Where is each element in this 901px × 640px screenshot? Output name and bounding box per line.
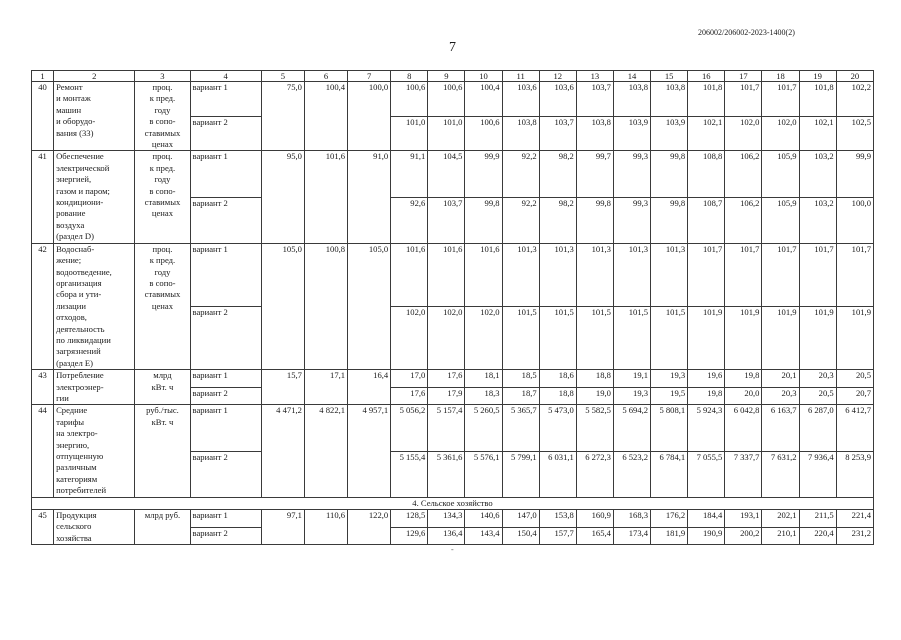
table-row xyxy=(32,151,874,197)
variant2-value: 19,5 xyxy=(651,387,688,405)
unit-of-measure xyxy=(135,405,190,497)
variant2-value: 103,7 xyxy=(539,116,576,151)
variant1-value: 160,9 xyxy=(576,510,613,528)
variant1-value: 101,6 xyxy=(391,243,428,306)
column-number-header: 6 xyxy=(304,71,347,82)
unit-line: кВт. ч xyxy=(151,381,174,392)
indicator-line: гии xyxy=(56,392,69,403)
variant-label: вариант 1 xyxy=(190,82,261,117)
column-number-header: 18 xyxy=(762,71,799,82)
indicator-name xyxy=(54,405,135,497)
table-row xyxy=(32,510,874,528)
variant-label: вариант 1 xyxy=(190,370,261,388)
variant1-value: 5 157,4 xyxy=(428,405,465,451)
variant-label: вариант 2 xyxy=(190,451,261,497)
column-number-header: 3 xyxy=(135,71,190,82)
base-year-value: 15,7 xyxy=(261,370,304,405)
variant2-value: 173,4 xyxy=(613,527,650,545)
variant2-value: 100,0 xyxy=(836,197,873,243)
indicator-name xyxy=(54,510,135,545)
variant2-value: 101,5 xyxy=(576,306,613,369)
column-number-header: 20 xyxy=(836,71,873,82)
base-year-value: 122,0 xyxy=(348,510,391,545)
indicator-line: Ремонт xyxy=(56,82,83,92)
variant1-value: 103,8 xyxy=(651,82,688,117)
variant1-value: 211,5 xyxy=(799,510,836,528)
variant2-value: 19,3 xyxy=(613,387,650,405)
variant1-value: 101,8 xyxy=(688,82,725,117)
indicator-line: сельского xyxy=(56,521,92,532)
indicator-line: тарифы xyxy=(56,416,84,427)
variant2-value: 102,1 xyxy=(799,116,836,151)
variant2-value: 103,8 xyxy=(502,116,539,151)
column-number-header: 10 xyxy=(465,71,502,82)
variant1-value: 202,1 xyxy=(762,510,799,528)
variant1-value: 101,7 xyxy=(725,243,762,306)
variant1-value: 103,7 xyxy=(576,82,613,117)
row-number: 42 xyxy=(32,243,54,369)
unit-line: году xyxy=(154,174,171,185)
column-number-header: 9 xyxy=(428,71,465,82)
variant2-value: 101,9 xyxy=(762,306,799,369)
variant-label: вариант 1 xyxy=(190,405,261,451)
variant2-value: 101,9 xyxy=(725,306,762,369)
variant2-value: 20,7 xyxy=(836,387,873,405)
indicator-name xyxy=(54,370,135,405)
variant1-value: 19,6 xyxy=(688,370,725,388)
column-number-header: 15 xyxy=(651,71,688,82)
indicator-line: энергию, xyxy=(56,439,90,450)
variant2-value: 100,6 xyxy=(465,116,502,151)
unit-line: году xyxy=(154,104,171,115)
variant1-value: 101,6 xyxy=(428,243,465,306)
base-year-value: 105,0 xyxy=(261,243,304,369)
variant2-value: 136,4 xyxy=(428,527,465,545)
row-number: 40 xyxy=(32,82,54,151)
unit-line: проц. xyxy=(152,82,173,92)
variant1-value: 5 365,7 xyxy=(502,405,539,451)
variant1-value: 92,2 xyxy=(502,151,539,197)
base-year-value: 4 957,1 xyxy=(348,405,391,497)
indicator-line: Продукция xyxy=(56,510,97,521)
variant1-value: 103,6 xyxy=(539,82,576,117)
indicator-line: энергией, xyxy=(56,174,92,185)
variant1-value: 108,8 xyxy=(688,151,725,197)
indicator-line: вания (33) xyxy=(56,127,94,138)
variant1-value: 99,3 xyxy=(613,151,650,197)
unit-line: в сопо- xyxy=(149,116,176,127)
variant1-value: 99,8 xyxy=(651,151,688,197)
base-year-value: 100,8 xyxy=(304,243,347,369)
unit-line: руб./тыс. xyxy=(146,405,179,416)
variant2-value: 101,5 xyxy=(502,306,539,369)
column-number-header: 13 xyxy=(576,71,613,82)
column-number-header: 2 xyxy=(54,71,135,82)
variant2-value: 6 784,1 xyxy=(651,451,688,497)
variant2-value: 103,9 xyxy=(651,116,688,151)
variant2-value: 20,0 xyxy=(725,387,762,405)
variant1-value: 168,3 xyxy=(613,510,650,528)
variant2-value: 101,0 xyxy=(428,116,465,151)
variant2-value: 92,2 xyxy=(502,197,539,243)
variant2-value: 17,6 xyxy=(391,387,428,405)
variant2-value: 231,2 xyxy=(836,527,873,545)
variant2-value: 143,4 xyxy=(465,527,502,545)
variant-label: вариант 2 xyxy=(190,306,261,369)
indicator-name xyxy=(54,243,135,369)
variant2-value: 99,8 xyxy=(576,197,613,243)
unit-of-measure xyxy=(135,82,190,151)
indicator-name xyxy=(54,151,135,243)
variant1-value: 103,8 xyxy=(613,82,650,117)
indicator-line: кондициони- xyxy=(56,197,104,208)
indicator-line: Водоснаб- xyxy=(56,243,95,254)
indicator-line: Обеспечение xyxy=(56,151,104,162)
variant2-value: 210,1 xyxy=(762,527,799,545)
indicator-line: на электро- xyxy=(56,428,98,439)
variant1-value: 221,4 xyxy=(836,510,873,528)
unit-of-measure xyxy=(135,243,190,369)
base-year-value: 16,4 xyxy=(348,370,391,405)
variant2-value: 99,8 xyxy=(465,197,502,243)
variant1-value: 101,7 xyxy=(725,82,762,117)
variant1-value: 6 163,7 xyxy=(762,405,799,451)
unit-line: ценах xyxy=(151,139,174,150)
variant1-value: 100,4 xyxy=(465,82,502,117)
variant1-value: 101,3 xyxy=(502,243,539,306)
indicator-line: рование xyxy=(56,208,86,219)
variant2-value: 102,5 xyxy=(836,116,873,151)
unit-of-measure xyxy=(135,370,190,405)
indicator-line: хозяйства xyxy=(56,532,92,543)
base-year-value: 100,0 xyxy=(348,82,391,151)
variant1-value: 176,2 xyxy=(651,510,688,528)
variant2-value: 101,9 xyxy=(836,306,873,369)
indicator-line: деятельность xyxy=(56,323,105,334)
indicator-line: лизации xyxy=(56,300,86,311)
variant2-value: 6 523,2 xyxy=(613,451,650,497)
indicator-line: машин xyxy=(56,104,82,115)
variant1-value: 101,8 xyxy=(799,82,836,117)
table-row xyxy=(32,82,874,117)
indicator-line: различным xyxy=(56,462,97,473)
variant2-value: 220,4 xyxy=(799,527,836,545)
table-row xyxy=(32,370,874,388)
variant2-value: 108,7 xyxy=(688,197,725,243)
variant2-value: 101,9 xyxy=(799,306,836,369)
variant2-value: 103,7 xyxy=(428,197,465,243)
variant2-value: 101,9 xyxy=(688,306,725,369)
variant2-value: 190,9 xyxy=(688,527,725,545)
document-id: 206002/206002-2023-1400(2) xyxy=(698,28,795,37)
variant1-value: 18,1 xyxy=(465,370,502,388)
variant2-value: 106,2 xyxy=(725,197,762,243)
base-year-value: 17,1 xyxy=(304,370,347,405)
variant2-value: 103,2 xyxy=(799,197,836,243)
variant-label: вариант 1 xyxy=(190,243,261,306)
section-row xyxy=(32,497,874,509)
variant2-value: 7 631,2 xyxy=(762,451,799,497)
variant1-value: 106,2 xyxy=(725,151,762,197)
unit-line: к пред. xyxy=(149,162,176,173)
variant2-value: 157,7 xyxy=(539,527,576,545)
indicator-line: (раздел E) xyxy=(56,357,94,368)
unit-line: в сопо- xyxy=(149,185,176,196)
variant1-value: 20,3 xyxy=(799,370,836,388)
variant1-value: 19,1 xyxy=(613,370,650,388)
indicator-line: воздуха xyxy=(56,219,85,230)
indicator-line: (раздел D) xyxy=(56,231,94,242)
table-body xyxy=(32,71,874,545)
variant1-value: 91,1 xyxy=(391,151,428,197)
variant2-value: 17,9 xyxy=(428,387,465,405)
indicator-line: электрической xyxy=(56,162,110,173)
variant2-value: 18,3 xyxy=(465,387,502,405)
variant1-value: 101,3 xyxy=(576,243,613,306)
variant2-value: 129,6 xyxy=(391,527,428,545)
indicator-line: потребителей xyxy=(56,485,107,496)
variant2-value: 5 799,1 xyxy=(502,451,539,497)
variant2-value: 5 576,1 xyxy=(465,451,502,497)
indicator-line: жение; xyxy=(56,255,82,266)
base-year-value: 75,0 xyxy=(261,82,304,151)
indicator-line: сбора и ути- xyxy=(56,289,102,300)
indicator-line: и оборудо- xyxy=(56,116,96,127)
unit-line: к пред. xyxy=(149,93,176,104)
column-number-header: 4 xyxy=(190,71,261,82)
variant1-value: 153,8 xyxy=(539,510,576,528)
variant1-value: 101,7 xyxy=(799,243,836,306)
variant1-value: 103,6 xyxy=(502,82,539,117)
variant2-value: 6 272,3 xyxy=(576,451,613,497)
variant1-value: 101,3 xyxy=(539,243,576,306)
row-number: 41 xyxy=(32,151,54,243)
unit-line: кВт. ч xyxy=(151,416,174,427)
variant2-value: 99,8 xyxy=(651,197,688,243)
base-year-value: 100,4 xyxy=(304,82,347,151)
variant2-value: 92,6 xyxy=(391,197,428,243)
variant2-value: 18,8 xyxy=(539,387,576,405)
variant2-value: 8 253,9 xyxy=(836,451,873,497)
variant2-value: 18,7 xyxy=(502,387,539,405)
row-number: 43 xyxy=(32,370,54,405)
variant2-value: 150,4 xyxy=(502,527,539,545)
variant1-value: 5 582,5 xyxy=(576,405,613,451)
variant1-value: 193,1 xyxy=(725,510,762,528)
indicator-line: Средние xyxy=(56,405,88,416)
row-number: 44 xyxy=(32,405,54,497)
variant2-value: 102,0 xyxy=(762,116,799,151)
variant1-value: 20,1 xyxy=(762,370,799,388)
variant1-value: 101,3 xyxy=(651,243,688,306)
indicator-line: Потребление xyxy=(56,370,104,381)
variant1-value: 18,6 xyxy=(539,370,576,388)
variant1-value: 20,5 xyxy=(836,370,873,388)
variant1-value: 5 808,1 xyxy=(651,405,688,451)
column-number-header: 1 xyxy=(32,71,54,82)
variant2-value: 101,5 xyxy=(613,306,650,369)
indicator-name xyxy=(54,82,135,151)
variant1-value: 5 260,5 xyxy=(465,405,502,451)
variant1-value: 101,3 xyxy=(613,243,650,306)
indicator-line: и монтаж xyxy=(56,93,91,104)
variant2-value: 102,0 xyxy=(428,306,465,369)
variant2-value: 101,5 xyxy=(651,306,688,369)
unit-line: году xyxy=(154,266,171,277)
variant1-value: 147,0 xyxy=(502,510,539,528)
variant1-value: 5 473,0 xyxy=(539,405,576,451)
variant1-value: 6 287,0 xyxy=(799,405,836,451)
column-number-header: 19 xyxy=(799,71,836,82)
variant1-value: 6 042,8 xyxy=(725,405,762,451)
column-number-header: 5 xyxy=(261,71,304,82)
column-number-header: 7 xyxy=(348,71,391,82)
indicator-line: газом и паром; xyxy=(56,185,110,196)
unit-line: млрд xyxy=(153,370,172,381)
variant2-value: 200,2 xyxy=(725,527,762,545)
variant-label: вариант 2 xyxy=(190,387,261,405)
column-number-header: 12 xyxy=(539,71,576,82)
variant1-value: 17,6 xyxy=(428,370,465,388)
column-number-header: 16 xyxy=(688,71,725,82)
row-number: 45 xyxy=(32,510,54,545)
forecast-table xyxy=(31,70,874,545)
variant1-value: 140,6 xyxy=(465,510,502,528)
footer-mark: - xyxy=(451,545,454,554)
variant1-value: 19,8 xyxy=(725,370,762,388)
variant1-value: 105,9 xyxy=(762,151,799,197)
variant2-value: 105,9 xyxy=(762,197,799,243)
base-year-value: 105,0 xyxy=(348,243,391,369)
variant1-value: 18,8 xyxy=(576,370,613,388)
column-number-header: 17 xyxy=(725,71,762,82)
variant2-value: 19,0 xyxy=(576,387,613,405)
base-year-value: 101,6 xyxy=(304,151,347,243)
variant2-value: 7 337,7 xyxy=(725,451,762,497)
column-number-header: 8 xyxy=(391,71,428,82)
variant1-value: 101,7 xyxy=(688,243,725,306)
variant1-value: 102,2 xyxy=(836,82,873,117)
variant2-value: 20,5 xyxy=(799,387,836,405)
variant1-value: 103,2 xyxy=(799,151,836,197)
unit-line: ценах xyxy=(151,300,174,311)
indicator-line: отходов, xyxy=(56,312,87,323)
variant1-value: 18,5 xyxy=(502,370,539,388)
variant-label: вариант 1 xyxy=(190,510,261,528)
unit-line: проц. xyxy=(152,151,173,162)
variant2-value: 5 155,4 xyxy=(391,451,428,497)
variant-label: вариант 1 xyxy=(190,151,261,197)
variant1-value: 98,2 xyxy=(539,151,576,197)
variant-label: вариант 2 xyxy=(190,527,261,545)
unit-line: ставимых xyxy=(144,289,181,300)
unit-line: ставимых xyxy=(144,127,181,138)
base-year-value: 110,6 xyxy=(304,510,347,545)
base-year-value: 4 822,1 xyxy=(304,405,347,497)
page-number: 7 xyxy=(449,40,456,55)
variant1-value: 101,7 xyxy=(836,243,873,306)
indicator-line: категориям xyxy=(56,473,98,484)
variant1-value: 101,7 xyxy=(762,82,799,117)
base-year-value: 97,1 xyxy=(261,510,304,545)
variant2-value: 19,8 xyxy=(688,387,725,405)
variant1-value: 17,0 xyxy=(391,370,428,388)
indicator-line: водоотведение, xyxy=(56,266,112,277)
unit-of-measure xyxy=(135,151,190,243)
unit-of-measure xyxy=(135,510,190,545)
indicator-line: электроэнер- xyxy=(56,381,104,392)
unit-line: млрд руб. xyxy=(144,510,181,521)
table-row xyxy=(32,243,874,306)
variant2-value: 98,2 xyxy=(539,197,576,243)
unit-line: к пред. xyxy=(149,255,176,266)
variant1-value: 19,3 xyxy=(651,370,688,388)
variant1-value: 100,6 xyxy=(428,82,465,117)
variant1-value: 5 694,2 xyxy=(613,405,650,451)
variant1-value: 134,3 xyxy=(428,510,465,528)
unit-line: в сопо- xyxy=(149,277,176,288)
indicator-line: по ликвидации xyxy=(56,334,111,345)
variant-label: вариант 2 xyxy=(190,197,261,243)
unit-line: проц. xyxy=(152,243,173,254)
variant1-value: 99,9 xyxy=(465,151,502,197)
variant1-value: 5 924,3 xyxy=(688,405,725,451)
base-year-value: 4 471,2 xyxy=(261,405,304,497)
header-row xyxy=(32,71,874,82)
variant2-value: 102,0 xyxy=(465,306,502,369)
variant2-value: 101,5 xyxy=(539,306,576,369)
column-number-header: 14 xyxy=(613,71,650,82)
section-title: 4. Сельское хозяйство xyxy=(32,497,874,509)
indicator-line: загрязнений xyxy=(56,346,101,357)
variant-label: вариант 2 xyxy=(190,116,261,151)
variant2-value: 102,0 xyxy=(391,306,428,369)
unit-line: ставимых xyxy=(144,197,181,208)
variant1-value: 101,6 xyxy=(465,243,502,306)
variant1-value: 5 056,2 xyxy=(391,405,428,451)
variant2-value: 6 031,1 xyxy=(539,451,576,497)
column-number-header: 11 xyxy=(502,71,539,82)
variant2-value: 20,3 xyxy=(762,387,799,405)
variant1-value: 100,6 xyxy=(391,82,428,117)
unit-line: ценах xyxy=(151,208,174,219)
variant2-value: 99,3 xyxy=(613,197,650,243)
base-year-value: 95,0 xyxy=(261,151,304,243)
variant2-value: 102,0 xyxy=(725,116,762,151)
indicator-line: отпущенную xyxy=(56,451,104,461)
variant1-value: 101,7 xyxy=(762,243,799,306)
variant2-value: 7 055,5 xyxy=(688,451,725,497)
variant2-value: 103,9 xyxy=(613,116,650,151)
base-year-value: 91,0 xyxy=(348,151,391,243)
variant2-value: 101,0 xyxy=(391,116,428,151)
variant1-value: 6 412,7 xyxy=(836,405,873,451)
variant2-value: 103,8 xyxy=(576,116,613,151)
variant1-value: 104,5 xyxy=(428,151,465,197)
variant2-value: 165,4 xyxy=(576,527,613,545)
variant2-value: 102,1 xyxy=(688,116,725,151)
variant1-value: 99,7 xyxy=(576,151,613,197)
variant1-value: 184,4 xyxy=(688,510,725,528)
variant2-value: 5 361,6 xyxy=(428,451,465,497)
variant1-value: 128,5 xyxy=(391,510,428,528)
variant1-value: 99,9 xyxy=(836,151,873,197)
variant2-value: 181,9 xyxy=(651,527,688,545)
variant2-value: 7 936,4 xyxy=(799,451,836,497)
table-row xyxy=(32,405,874,451)
indicator-line: организация xyxy=(56,277,102,288)
